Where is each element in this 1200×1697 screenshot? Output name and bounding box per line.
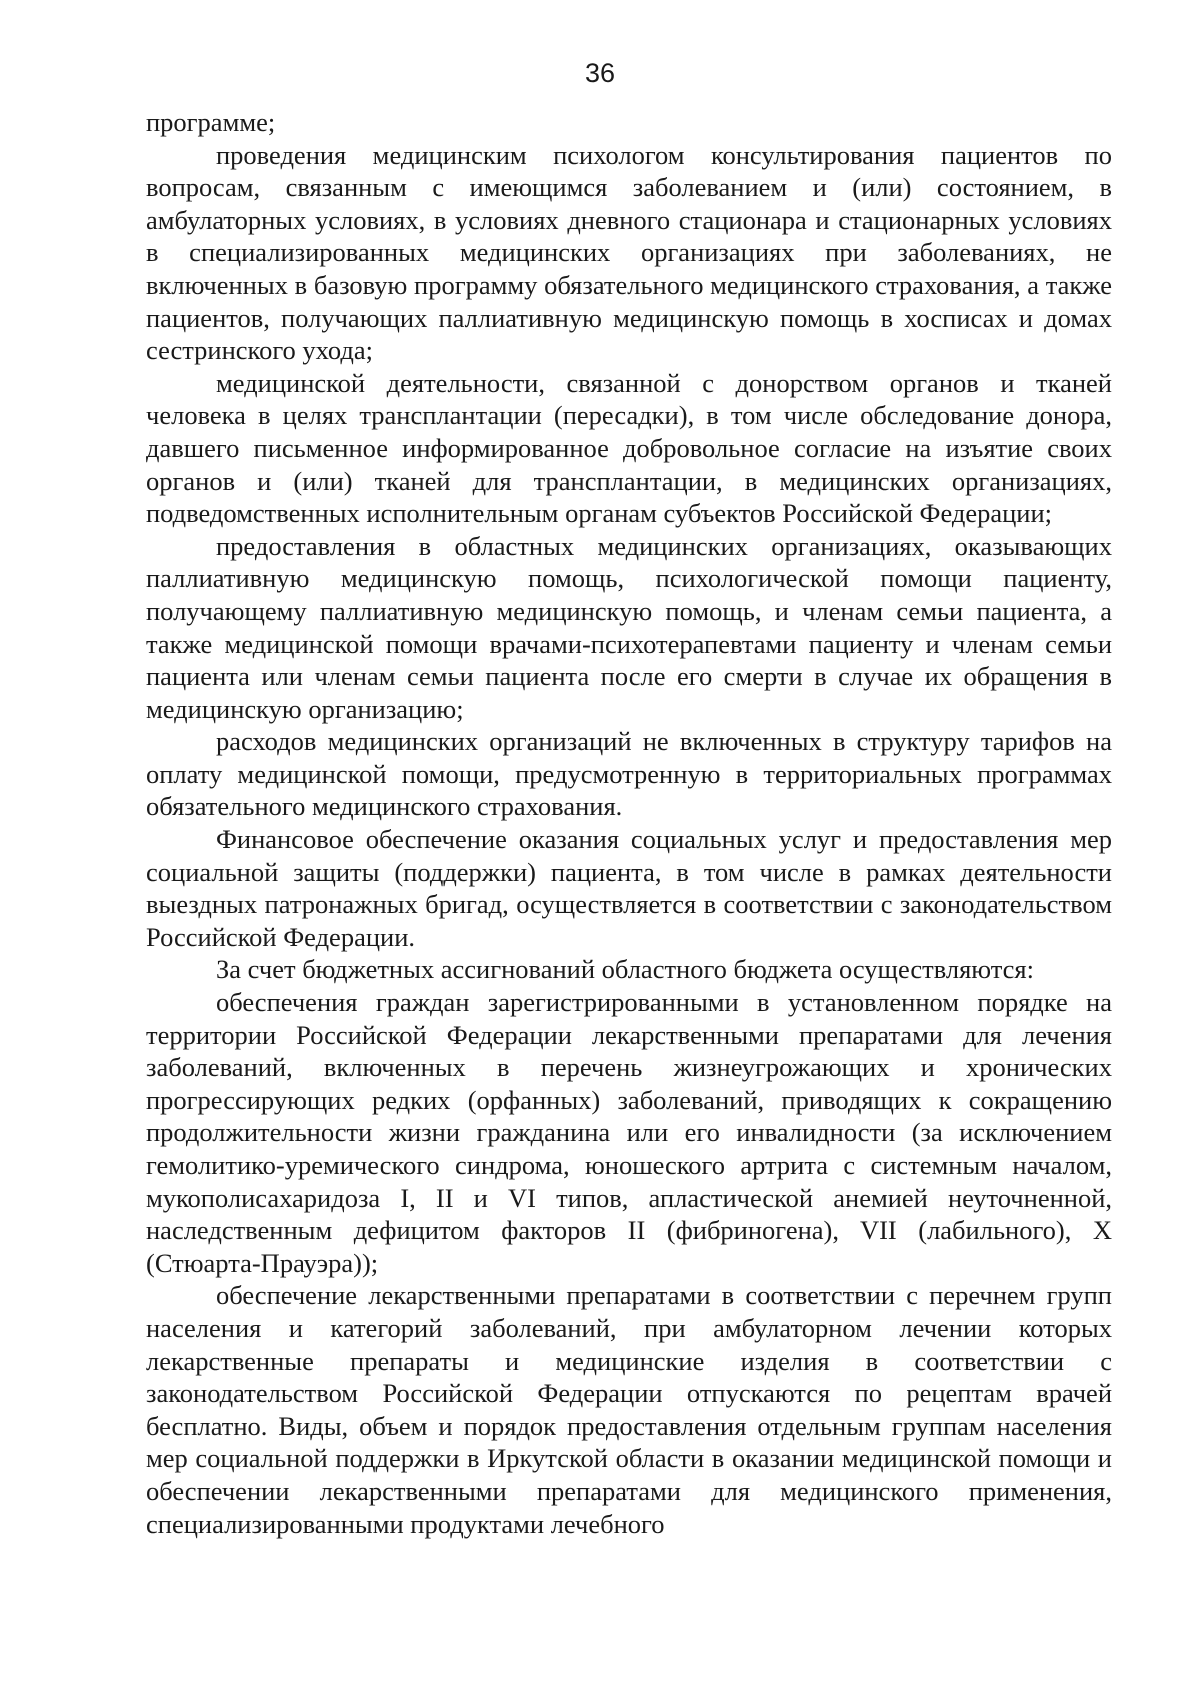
paragraph-psychologist-consulting: проведения медицинским психологом консультирования пациентов по вопросам, связанным с имеющимся заболеванием и (или) состоянием, в амбулаторных условиях, в условиях дневного стационара и стационарных условиях в специализированных медицинских организациях при заболеваниях, не включенных в базовую программу обязательного медицинского страхования, а также пациентов, получающих паллиативную медицинскую помощь в хосписах и домах сестринского ухода; — [146, 139, 1112, 366]
page-number: 36 — [584, 58, 616, 88]
paragraph-social-services-financing: Финансовое обеспечение оказания социальных услуг и предоставления мер социальной защиты (поддержки) пациента, в том числе в рамках деятельности выездных патронажных бригад, осуществляется в соответствии с законодательством Российской Федерации. — [146, 824, 1112, 952]
document-body — [146, 106, 1112, 1540]
paragraph-continuation: программе; — [146, 107, 276, 137]
paragraph-free-prescription-drugs: обеспечение лекарственными препаратами в соответствии с перечнем групп населения и категорий заболеваний, при амбулаторном лечении которых лекарственные препараты и медицинские изделия в соответствии с законодательством Российской Федерации отпускаются по рецептам врачей бесплатно. Виды, объем и порядок предоставления отдельным группам населения мер социальной поддержки в Иркутской области в оказании медицинской помощи и обеспечении лекарственными препаратами для медицинского применения, специализированными продуктами лечебного — [146, 1280, 1112, 1539]
paragraph-palliative-psychological-help: предоставления в областных медицинских организациях, оказывающих паллиативную медицинскую помощь, психологической помощи пациенту, получающему паллиативную медицинскую помощь, и членам семьи пациента, а также медицинской помощи врачами-психотерапевтами пациенту и членам семьи пациента или членам семьи пациента после его смерти в случае их обращения в медицинскую организацию; — [146, 530, 1112, 724]
paragraph-regional-budget-heading: За счет бюджетных ассигнований областного бюджета осуществляются: — [216, 954, 1034, 985]
paragraph-expenses-not-in-tariffs: расходов медицинских организаций не включенных в структуру тарифов на оплату медицинской помощи, предусмотренную в территориальных программах обязательного медицинского страхования. — [146, 726, 1112, 822]
paragraph-organ-donation: медицинской деятельности, связанной с донорством органов и тканей человека в целях трансплантации (пересадки), в том числе обследование донора, давшего письменное информированное добровольное согласие на изъятие своих органов и (или) тканей для трансплантации, в медицинских организациях, подведомственных исполнительным органам субъектов Российской Федерации; — [146, 367, 1112, 529]
paragraph-orphan-diseases-drugs: обеспечения граждан зарегистрированными в установленном порядке на территории Российской Федерации лекарственными препаратами для лечения заболеваний, включенных в перечень жизнеугрожающих и хронических прогрессирующих редких (орфанных) заболеваний, приводящих к сокращению продолжительности жизни гражданина или его инвалидности (за исключением гемолитико-уремического синдрома, юношеского артрита с системным началом, мукополисахаридоза I, II и VI типов, апластической анемией неуточненной, наследственным дефицитом факторов II (фибриногена), VII (лабильного), X (Стюарта-Прауэра)); — [146, 987, 1112, 1278]
